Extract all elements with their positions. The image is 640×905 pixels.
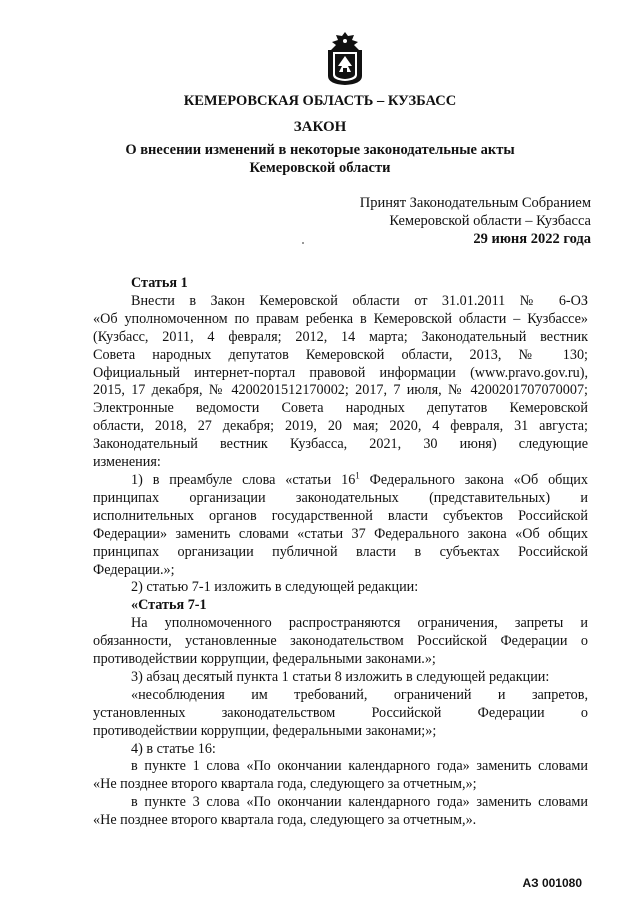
text-run: 1) в преамбуле слова «статьи 16 — [131, 471, 356, 488]
text-run: Федерального закона «Об общих — [359, 471, 588, 488]
text-line: противодействии коррупции, федеральными законами.»; — [93, 651, 436, 668]
text-line: Совета народных депутатов Кемеровской области, 2013, № 130; — [93, 346, 588, 363]
text-line: Федерации.»; — [93, 561, 175, 578]
adoption-date: 29 июня 2022 года — [473, 231, 591, 247]
document-type: ЗАКОН — [293, 119, 347, 135]
coat-of-arms-icon — [324, 30, 366, 86]
text-line: «несоблюдения им требований, ограничений и запретов, — [131, 686, 588, 703]
text-line: в пункте 1 слова «По окончании календарного года» заменить словами — [131, 758, 588, 775]
text-line: в пункте 3 слова «По окончании календарного года» заменить словами — [131, 794, 588, 811]
text-line: изменения: — [93, 454, 161, 471]
item-1-first-line — [93, 472, 588, 490]
text-line: области, 2018, 27 декабря; 2019, 20 мая; 2020, 4 февраля, 31 августа; — [93, 418, 588, 435]
item-3: 3) абзац десятый пункта 1 статьи 8 изложить в следующей редакции: — [131, 668, 550, 685]
text-line: Официальный интернет-портал правовой информации (www.pravo.gov.ru), — [93, 364, 588, 381]
law-title — [0, 141, 640, 177]
text-line: установленных законодательством Российской Федерации о — [93, 704, 588, 721]
article-7-1-heading: «Статья 7-1 — [131, 597, 207, 614]
region-heading: КЕМЕРОВСКАЯ ОБЛАСТЬ – КУЗБАСС — [183, 93, 457, 109]
text-line: «Не позднее второго квартала года, следующего за отчетным,»; — [93, 776, 477, 793]
text-line: обязанности, установленные законодательством Российской Федерации о — [93, 633, 588, 650]
text-line: На уполномоченного распространяются ограничения, запреты и — [131, 615, 588, 632]
adoption-line: Кемеровской области – Кузбасса — [389, 213, 591, 229]
text-line: Внести в Закон Кемеровской области от 31.01.2011 № 6-ОЗ — [131, 292, 588, 309]
text-line: Законодательный вестник Кузбасса, 2021, 30 июня) следующие — [93, 436, 588, 453]
text-line: 2015, 17 декабря, № 4200201512170002; 2017, 7 июля, № 4200201707070007; — [93, 382, 588, 399]
text-line: «Не позднее второго квартала года, следующего за отчетным,». — [93, 812, 477, 829]
text-line: принципах организации законодательных (представительных) и — [93, 489, 588, 506]
law-title-line: О внесении изменений в некоторые законодательные акты — [125, 142, 515, 158]
adoption-line: Принят Законодательным Собранием — [359, 195, 591, 211]
scan-speck — [302, 242, 304, 244]
text-line: «Об уполномоченном по правам ребенка в Кемеровской области – Кузбассе» — [93, 310, 588, 327]
text-line: Электронные ведомости Совета народных депутатов Кемеровской — [93, 400, 588, 417]
text-line: исполнительных органов государственной власти субъектов Российской — [93, 507, 588, 524]
superscript: 1 — [355, 470, 360, 481]
article-heading: Статья 1 — [131, 275, 188, 291]
item-4: 4) в статье 16: — [131, 740, 216, 757]
adoption-block — [360, 194, 591, 248]
item-2: 2) статью 7-1 изложить в следующей редакции: — [131, 579, 419, 596]
law-title-line: Кемеровской области — [249, 160, 391, 176]
text-line: противодействии коррупции, федеральными законами;»; — [93, 722, 437, 739]
text-line: Федерации» заменить словами «статьи 37 Федерального закона «Об общих — [93, 525, 588, 542]
serial-number: АЗ 001080 — [522, 876, 582, 890]
article-1 — [93, 275, 588, 830]
text-line: принципах организации публичной власти в субъектах Российской — [93, 543, 588, 560]
text-line: (Кузбасс, 2011, 4 февраля; 2012, 14 марта; Законодательный вестник — [93, 328, 588, 345]
